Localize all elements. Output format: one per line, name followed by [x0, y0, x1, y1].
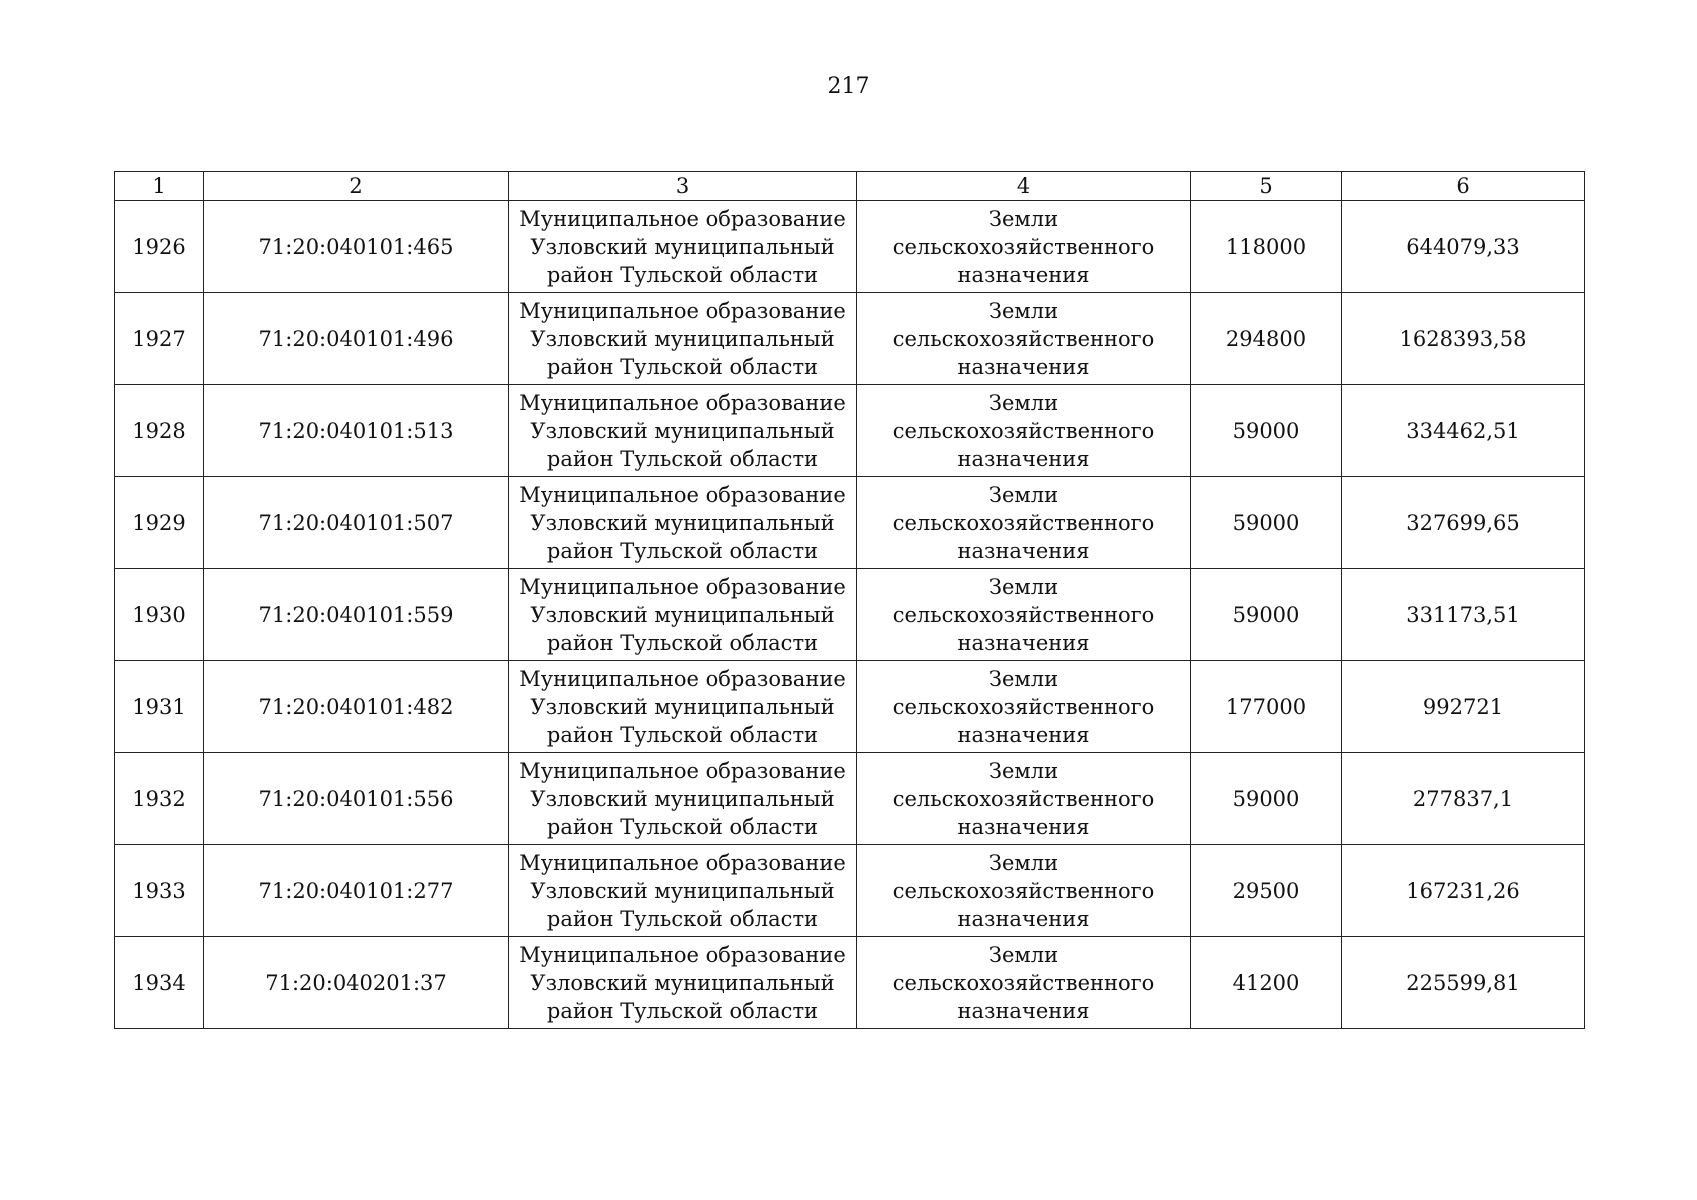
owner-line: Узловский муниципальный: [530, 786, 835, 811]
category-line: сельскохозяйственного: [892, 878, 1155, 903]
land-category-cell: [857, 569, 1191, 661]
table-header: [115, 172, 1585, 201]
owner-cell: [509, 569, 857, 661]
cadastral-number: 71:20:040101:482: [258, 694, 454, 719]
cadastral-number-cell: [204, 937, 509, 1029]
cadastral-number: 71:20:040201:37: [265, 970, 447, 995]
land-category-cell: [857, 477, 1191, 569]
owner-line: район Тульской области: [546, 906, 819, 931]
category-line: сельскохозяйственного: [892, 786, 1155, 811]
cadastral-number: 71:20:040101:507: [258, 510, 454, 535]
area-value: 59000: [1232, 418, 1300, 443]
cadastral-number: 71:20:040101:465: [258, 234, 454, 259]
area-cell: [1191, 385, 1342, 477]
cadastral-number: 71:20:040101:277: [258, 878, 454, 903]
land-category-cell: [857, 385, 1191, 477]
row-number: 1929: [132, 510, 186, 535]
area-value: 59000: [1232, 786, 1300, 811]
land-category-cell: [857, 661, 1191, 753]
cadastral-value: 644079,33: [1406, 234, 1520, 259]
table-row: [115, 845, 1585, 937]
area-value: 118000: [1225, 234, 1307, 259]
cadastral-number-cell: [204, 477, 509, 569]
table-body: [115, 201, 1585, 1029]
table-row: [115, 201, 1585, 293]
row-number: 1934: [132, 970, 186, 995]
header-col-3: 3: [509, 172, 857, 201]
category-line: сельскохозяйственного: [892, 234, 1155, 259]
owner-line: Узловский муниципальный: [530, 326, 835, 351]
area-value: 41200: [1232, 970, 1300, 995]
cadastral-value-cell: [1342, 569, 1585, 661]
owner-line: Узловский муниципальный: [530, 602, 835, 627]
category-line: Земли: [988, 942, 1059, 967]
cadastral-number: 71:20:040101:496: [258, 326, 454, 351]
owner-line: Узловский муниципальный: [530, 970, 835, 995]
owner-line: Муниципальное образование: [519, 390, 846, 415]
owner-line: Муниципальное образование: [519, 574, 846, 599]
area-value: 59000: [1232, 602, 1300, 627]
owner-line: район Тульской области: [546, 722, 819, 747]
cadastral-number: 71:20:040101:559: [258, 602, 454, 627]
area-cell: [1191, 293, 1342, 385]
owner-line: Узловский муниципальный: [530, 878, 835, 903]
category-line: сельскохозяйственного: [892, 602, 1155, 627]
owner-line: Муниципальное образование: [519, 758, 846, 783]
cadastral-number: 71:20:040101:556: [258, 786, 454, 811]
owner-line: район Тульской области: [546, 630, 819, 655]
cadastral-value: 331173,51: [1406, 602, 1520, 627]
cadastral-number-cell: [204, 569, 509, 661]
cadastral-number-cell: [204, 753, 509, 845]
area-value: 177000: [1225, 694, 1307, 719]
cadastral-value-cell: [1342, 385, 1585, 477]
row-number-cell: [115, 845, 204, 937]
category-line: сельскохозяйственного: [892, 326, 1155, 351]
owner-line: Муниципальное образование: [519, 942, 846, 967]
row-number-cell: [115, 569, 204, 661]
cadastral-number-cell: [204, 201, 509, 293]
cadastral-value-cell: [1342, 845, 1585, 937]
land-category-cell: [857, 753, 1191, 845]
owner-line: Муниципальное образование: [519, 482, 846, 507]
owner-cell: [509, 293, 857, 385]
land-category-cell: [857, 845, 1191, 937]
owner-line: Узловский муниципальный: [530, 510, 835, 535]
header-col-1: 1: [115, 172, 204, 201]
owner-line: район Тульской области: [546, 538, 819, 563]
row-number: 1926: [132, 234, 186, 259]
owner-cell: [509, 845, 857, 937]
owner-cell: [509, 753, 857, 845]
row-number-cell: [115, 385, 204, 477]
owner-cell: [509, 661, 857, 753]
row-number-cell: [115, 477, 204, 569]
category-line: назначения: [957, 998, 1090, 1023]
category-line: назначения: [957, 722, 1090, 747]
area-cell: [1191, 753, 1342, 845]
row-number: 1931: [132, 694, 186, 719]
owner-line: район Тульской области: [546, 446, 819, 471]
row-number: 1928: [132, 418, 186, 443]
owner-line: Узловский муниципальный: [530, 234, 835, 259]
cadastral-value-cell: [1342, 661, 1585, 753]
table-row: [115, 385, 1585, 477]
land-category-cell: [857, 293, 1191, 385]
row-number-cell: [115, 753, 204, 845]
category-line: Земли: [988, 758, 1059, 783]
row-number: 1930: [132, 602, 186, 627]
category-line: сельскохозяйственного: [892, 694, 1155, 719]
header-col-4: 4: [857, 172, 1191, 201]
owner-line: Муниципальное образование: [519, 298, 846, 323]
land-registry-table: [114, 171, 1585, 1029]
page-number: 217: [827, 74, 870, 99]
cadastral-number-cell: [204, 293, 509, 385]
owner-line: Узловский муниципальный: [530, 418, 835, 443]
table-row: [115, 477, 1585, 569]
cadastral-number-cell: [204, 385, 509, 477]
cadastral-number: 71:20:040101:513: [258, 418, 454, 443]
cadastral-value: 327699,65: [1406, 510, 1520, 535]
owner-cell: [509, 201, 857, 293]
owner-cell: [509, 477, 857, 569]
category-line: Земли: [988, 666, 1059, 691]
area-cell: [1191, 477, 1342, 569]
table-row: [115, 569, 1585, 661]
cadastral-value: 277837,1: [1412, 786, 1514, 811]
area-value: 294800: [1225, 326, 1307, 351]
area-cell: [1191, 569, 1342, 661]
cadastral-value-cell: [1342, 201, 1585, 293]
owner-line: район Тульской области: [546, 354, 819, 379]
cadastral-number-cell: [204, 845, 509, 937]
table-row: [115, 753, 1585, 845]
cadastral-value: 225599,81: [1406, 970, 1520, 995]
category-line: сельскохозяйственного: [892, 510, 1155, 535]
area-value: 59000: [1232, 510, 1300, 535]
area-cell: [1191, 845, 1342, 937]
category-line: назначения: [957, 906, 1090, 931]
owner-line: район Тульской области: [546, 998, 819, 1023]
category-line: Земли: [988, 206, 1059, 231]
category-line: назначения: [957, 630, 1090, 655]
category-line: Земли: [988, 390, 1059, 415]
row-number: 1932: [132, 786, 186, 811]
category-line: назначения: [957, 262, 1090, 287]
row-number-cell: [115, 661, 204, 753]
header-col-6: 6: [1342, 172, 1585, 201]
area-cell: [1191, 661, 1342, 753]
category-line: Земли: [988, 482, 1059, 507]
cadastral-number-cell: [204, 661, 509, 753]
cadastral-value: 1628393,58: [1399, 326, 1527, 351]
owner-line: район Тульской области: [546, 262, 819, 287]
category-line: назначения: [957, 446, 1090, 471]
category-line: назначения: [957, 354, 1090, 379]
area-cell: [1191, 937, 1342, 1029]
cadastral-value-cell: [1342, 753, 1585, 845]
header-col-5: 5: [1191, 172, 1342, 201]
category-line: сельскохозяйственного: [892, 970, 1155, 995]
owner-line: Муниципальное образование: [519, 666, 846, 691]
land-category-cell: [857, 937, 1191, 1029]
category-line: назначения: [957, 814, 1090, 839]
row-number-cell: [115, 937, 204, 1029]
row-number: 1927: [132, 326, 186, 351]
cadastral-value: 167231,26: [1406, 878, 1520, 903]
header-row: [115, 172, 1585, 201]
owner-line: Муниципальное образование: [519, 206, 846, 231]
owner-line: Узловский муниципальный: [530, 694, 835, 719]
cadastral-value-cell: [1342, 293, 1585, 385]
area-cell: [1191, 201, 1342, 293]
cadastral-value-cell: [1342, 937, 1585, 1029]
owner-line: Муниципальное образование: [519, 850, 846, 875]
row-number-cell: [115, 201, 204, 293]
category-line: Земли: [988, 850, 1059, 875]
owner-cell: [509, 385, 857, 477]
table-row: [115, 937, 1585, 1029]
land-category-cell: [857, 201, 1191, 293]
category-line: Земли: [988, 574, 1059, 599]
header-col-2: 2: [204, 172, 509, 201]
row-number-cell: [115, 293, 204, 385]
category-line: Земли: [988, 298, 1059, 323]
table-row: [115, 293, 1585, 385]
row-number: 1933: [132, 878, 186, 903]
category-line: сельскохозяйственного: [892, 418, 1155, 443]
owner-line: район Тульской области: [546, 814, 819, 839]
category-line: назначения: [957, 538, 1090, 563]
owner-cell: [509, 937, 857, 1029]
cadastral-value: 992721: [1422, 694, 1504, 719]
cadastral-value-cell: [1342, 477, 1585, 569]
cadastral-value: 334462,51: [1406, 418, 1520, 443]
area-value: 29500: [1232, 878, 1300, 903]
table-row: [115, 661, 1585, 753]
